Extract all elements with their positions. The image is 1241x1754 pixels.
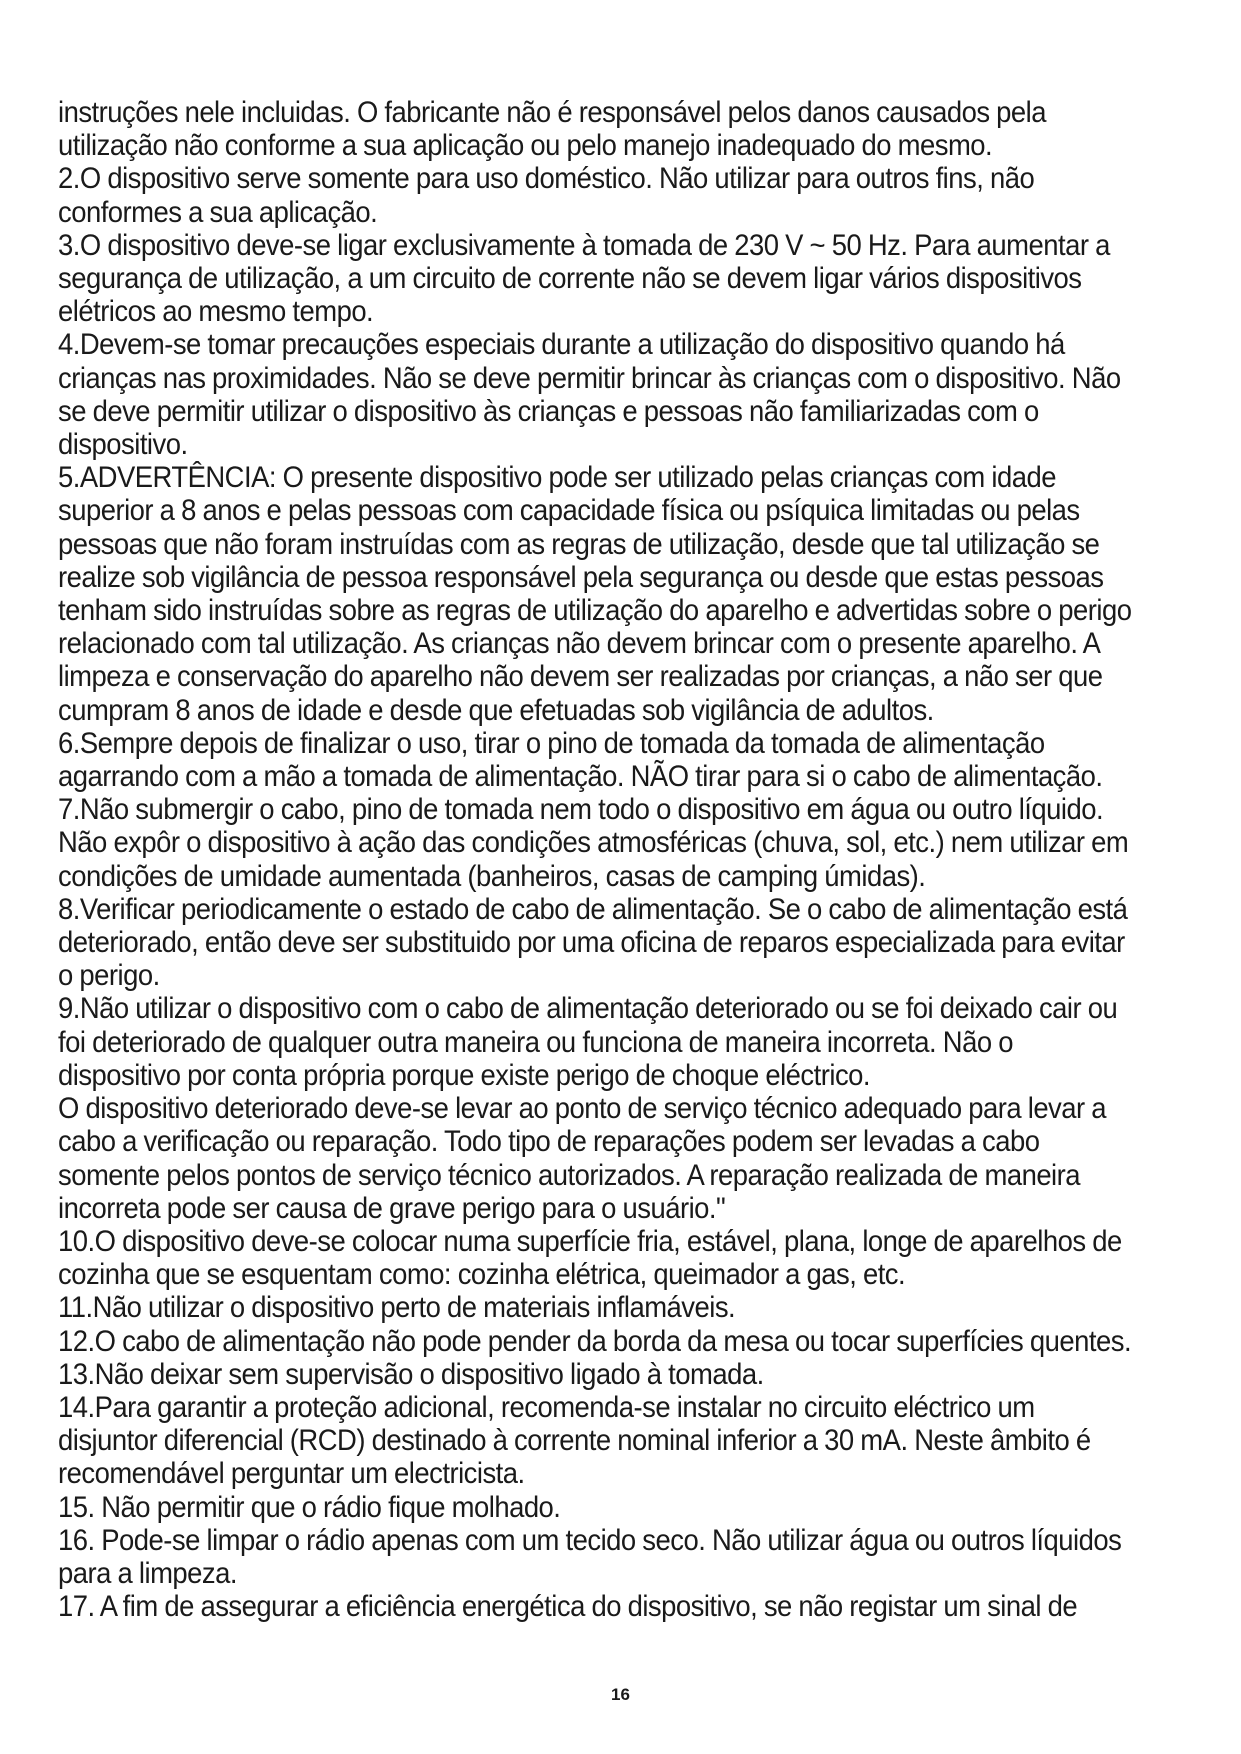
text-line: condições de umidade aumentada (banheiros, casas de camping úmidas). (58, 859, 926, 893)
text-line: O dispositivo deteriorado deve-se levar ao ponto de serviço técnico adequado para levar a (58, 1092, 1107, 1126)
text-line: superior a 8 anos e pelas pessoas com capacidade física ou psíquica limitadas ou pelas (58, 494, 1080, 528)
text-line: segurança de utilização, a um circuito de corrente não se devem ligar vários dispositivos (58, 262, 1082, 296)
text-line: disjuntor diferencial (RCD) destinado à corrente nominal inferior a 30 mA. Neste âmbito é (58, 1424, 1091, 1458)
text-line: 11.Não utilizar o dispositivo perto de materiais inflamáveis. (58, 1291, 736, 1325)
text-line: pessoas que não foram instruídas com as regras de utilização, desde que tal utilização se (58, 527, 1100, 561)
text-line: cozinha que se esquentam como: cozinha elétrica, queimador a gas, etc. (58, 1258, 906, 1292)
text-line: 9.Não utilizar o dispositivo com o cabo de alimentação deteriorado ou se foi deixado cair ou (58, 992, 1118, 1026)
text-line: 8.Verificar periodicamente o estado de cabo de alimentação. Se o cabo de alimentação está (58, 892, 1128, 926)
text-line: 6.Sempre depois de finalizar o uso, tirar o pino de tomada da tomada de alimentação (58, 726, 1045, 760)
text-line: Não expôr o dispositivo à ação das condições atmosféricas (chuva, sol, etc.) nem utilizar em (58, 826, 1129, 860)
text-line: 15. Não permitir que o rádio fique molhado. (58, 1490, 561, 1524)
text-line: 10.O dispositivo deve-se colocar numa superfície fria, estável, plana, longe de aparelhos de (58, 1224, 1122, 1258)
text-line: se deve permitir utilizar o dispositivo às crianças e pessoas não familiarizadas com o (58, 394, 1039, 428)
instructions-text (58, 96, 1188, 1623)
text-line: 4.Devem-se tomar precauções especiais durante a utilização do dispositivo quando há (58, 328, 1065, 362)
text-line: cabo a verificação ou reparação. Todo tipo de reparações podem ser levadas a cabo (58, 1125, 1040, 1159)
text-line: 12.O cabo de alimentação não pode pender da borda da mesa ou tocar superfícies quentes. (58, 1324, 1132, 1358)
text-line: 2.O dispositivo serve somente para uso doméstico. Não utilizar para outros fins, não (58, 162, 1035, 196)
text-line: 13.Não deixar sem supervisão o dispositivo ligado à tomada. (58, 1357, 764, 1391)
text-line: incorreta pode ser causa de grave perigo para o usuário." (58, 1191, 726, 1225)
text-line: realize sob vigilância de pessoa responsável pela segurança ou desde que estas pessoas (58, 560, 1104, 594)
page-number: 16 (611, 1685, 630, 1704)
text-line: limpeza e conservação do aparelho não devem ser realizadas por crianças, a não ser que (58, 660, 1103, 694)
text-line: para a limpeza. (58, 1556, 237, 1590)
text-line: relacionado com tal utilização. As crianças não devem brincar com o presente aparelho. A (58, 627, 1101, 661)
text-line: cumpram 8 anos de idade e desde que efetuadas sob vigilância de adultos. (58, 693, 934, 727)
text-line: 7.Não submergir o cabo, pino de tomada nem todo o dispositivo em água ou outro líquido. (58, 793, 1104, 827)
text-line: conformes a sua aplicação. (58, 195, 378, 229)
text-line: foi deteriorado de qualquer outra maneira ou funciona de maneira incorreta. Não o (58, 1025, 1014, 1059)
text-line: 16. Pode-se limpar o rádio apenas com um tecido seco. Não utilizar água ou outros líquidos (58, 1523, 1122, 1557)
text-line: agarrando com a mão a tomada de alimentação. NÃO tirar para si o cabo de alimentação. (58, 760, 1103, 794)
text-line: instruções nele incluidas. O fabricante não é responsável pelos danos causados pela (58, 96, 1047, 129)
text-line: o perigo. (58, 959, 160, 993)
text-line: recomendável perguntar um electricista. (58, 1457, 525, 1491)
text-line: dispositivo. (58, 428, 188, 462)
text-line: 3.O dispositivo deve-se ligar exclusivamente à tomada de 230 V ~ 50 Hz. Para aumentar a (58, 228, 1110, 262)
text-line: dispositivo por conta própria porque existe perigo de choque eléctrico. (58, 1058, 871, 1092)
text-line: 5.ADVERTÊNCIA: O presente dispositivo pode ser utilizado pelas crianças com idade (58, 461, 1056, 495)
text-line: deteriorado, então deve ser substituido por uma oficina de reparos especializada para evitar (58, 926, 1125, 960)
text-line: crianças nas proximidades. Não se deve permitir brincar às crianças com o dispositivo. Não (58, 361, 1121, 395)
text-line: tenham sido instruídas sobre as regras de utilização do aparelho e advertidas sobre o perigo (58, 594, 1132, 628)
text-line: somente pelos pontos de serviço técnico autorizados. A reparação realizada de maneira (58, 1158, 1081, 1192)
text-line: utilização não conforme a sua aplicação ou pelo manejo inadequado do mesmo. (58, 129, 993, 163)
text-line: 14.Para garantir a proteção adicional, recomenda-se instalar no circuito eléctrico um (58, 1390, 1035, 1424)
text-line: elétricos ao mesmo tempo. (58, 295, 374, 329)
text-line: 17. A fim de assegurar a eficiência energética do dispositivo, se não registar um sinal de (58, 1590, 1078, 1624)
